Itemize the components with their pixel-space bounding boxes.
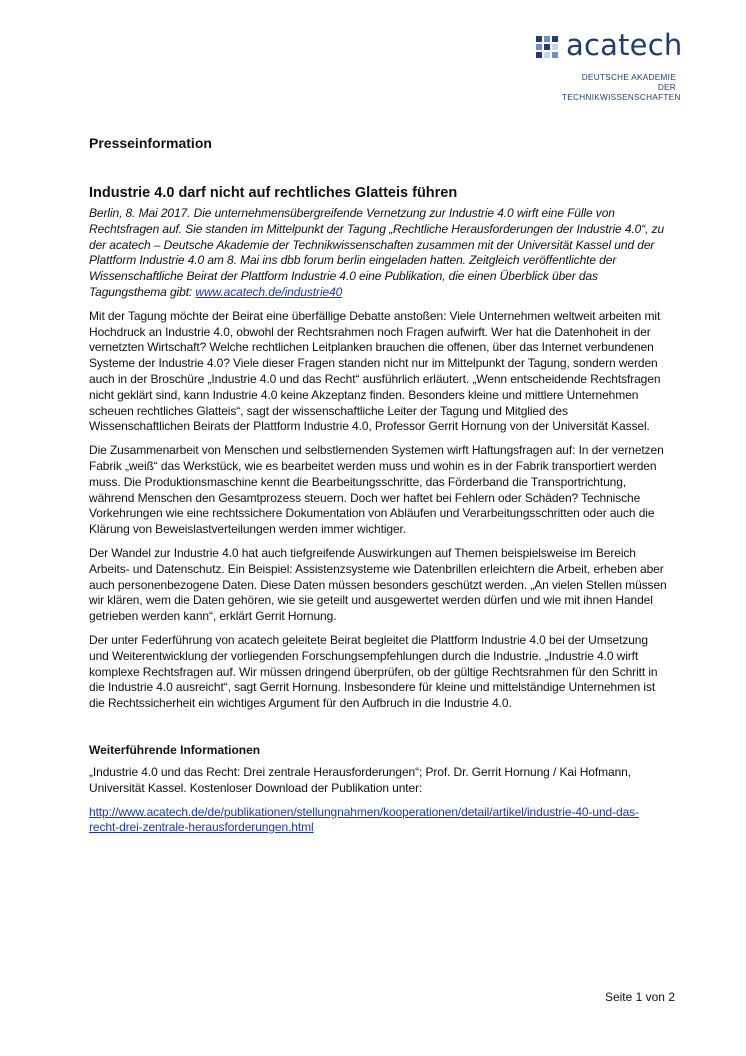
section-label: Presseinformation: [89, 135, 212, 151]
lead-paragraph: [89, 206, 669, 301]
document-body: [89, 135, 669, 836]
body-paragraph-4: Der unter Federführung von acatech geleitete Beirat begleitet die Plattform Industrie 4.0 bei der Umsetzung und Weiterentwicklung der vorliegenden Forschungsempfehlungen durch die Industrie. „Industrie 4.0 wirft komplexe Rechtsfragen auf. Wir müssen dringend überprüfen, ob der gültige Rechtsrahmen für den Schritt in die Industrie 4.0 ausreicht“, sagt Gerrit Hornung. Insbesondere für kleine und mittelständige Unternehmen ist die Rechtssicherheit ein wichtiges Argument für den Aufbruch in die Industrie 4.0.: [89, 632, 658, 711]
body-paragraph-2: Die Zusammenarbeit von Menschen und selbstlernenden Systemen wirft Haftungsfragen auf: In der vernetzen Fabrik „weiß“ das Werkstück, wie es bearbeitet werden muss und wohin es in der Fabrik transportiert werden muss. Die Produktionsmaschine kennt die Bearbeitungsschritte, das Förderband die Transportrichtung, während Menschen den Gesamtprozess steuern. Doch wer haftet bei Fehlern oder Schäden? Technische Vorkehrungen wie eine rechtssichere Dokumentation von Abläufen und Verarbeitungsschritten oder auch die Klärung von Beweislastverteilungen werden immer wichtiger.: [89, 443, 664, 537]
body-paragraph-1: Mit der Tagung möchte der Beirat eine überfällige Debatte anstoßen: Viele Unternehmen weltweit arbeiten mit Hochdruck an Industrie 4.0, obwohl der Rechtsrahmen noch Fragen aufwirft. Wer hat die Datenhoheit in der vernetzten Wirtschaft? Welche rechtlichen Leitplanken brauchen die offenen, über das Internet verbundenen Systeme der Industrie 4.0? Viele dieser Fragen standen nicht nur im Mittelpunkt der Tagung, sondern werden auch in der Broschüre „Industrie 4.0 und das Recht“ ausführlich erläutert. „Wenn entscheidende Rechtsfragen nicht geklärt sind, kann Industrie 4.0 keine Akzeptanz finden. Besonders kleine und mittlere Unternehmen scheuen rechtliches Glatteis“, sagt der wissenschaftliche Leiter der Tagung und Mitglied des Wissenschaftlichen Beirats der Plattform Industrie 4.0, Professor Gerrit Hornung von der Universität Kassel.: [89, 308, 661, 434]
page-number: Seite 1 von 2: [604, 990, 675, 1004]
lead-text: Berlin, 8. Mai 2017. Die unternehmensübergreifende Vernetzung zur Industrie 4.0 wirft eine Fülle von Rechtsfragen auf. Sie standen im Mittelpunkt der Tagung „Rechtliche Herausforderungen der Industrie 4.0“, zu der acatech – Deutsche Akademie der Technikwissenschaften zusammen mit der Universität Kassel und der Plattform Industrie 4.0 am 8. Mai ins dbb forum berlin eingeladen hatten. Zeitgleich veröffentlichte der Wissenschaftliche Beirat der Plattform Industrie 4.0 eine Publikation, die einen Überblick über das Tagungsthema gibt:: [89, 206, 665, 299]
publication-link-paragraph: [89, 805, 669, 837]
body-paragraph-3: Der Wandel zur Industrie 4.0 hat auch tiefgreifende Auswirkungen auf Themen beispielsweise im Bereich Arbeits- und Datenschutz. Ein Beispiel: Assistenzsysteme wie Datenbrillen erleichtern die Arbeit, erheben aber auch personenbezogene Daten. Diese Daten müssen besonders geschützt werden. „An vielen Stellen müssen wir klären, wem die Daten gehören, wie sie geteilt und ausgewertet werden dürfen und wie mit ihnen Handel getrieben werden kann“, erklärt Gerrit Hornung.: [89, 545, 667, 624]
publication-link[interactable]: http://www.acatech.de/de/publikationen/stellungnahmen/kooperationen/detail/artikel/industrie-40-und-das-recht-drei-zentrale-herausforderungen.html: [89, 804, 639, 835]
logo-subtitle: [562, 73, 681, 103]
publication-reference: „Industrie 4.0 und das Recht: Drei zentrale Herausforderungen“; Prof. Dr. Gerrit Hornung / Kai Hofmann, Universität Kassel. Kostenloser Download der Publikation unter:: [89, 764, 631, 795]
acatech-logo-mark-icon: [536, 36, 562, 62]
page-title: Industrie 4.0 darf nicht auf rechtliches Glatteis führen: [89, 185, 458, 201]
lead-link[interactable]: www.acatech.de/industrie40: [195, 284, 343, 299]
logo-subtitle-line-2: TECHNIKWISSENSCHAFTEN: [562, 93, 681, 102]
logo-wordmark: acatech: [566, 28, 683, 62]
acatech-logo: [536, 28, 686, 102]
further-info-heading: Weiterführende Informationen: [89, 742, 261, 757]
logo-subtitle-line-1: DEUTSCHE AKADEMIE DER: [581, 73, 676, 92]
